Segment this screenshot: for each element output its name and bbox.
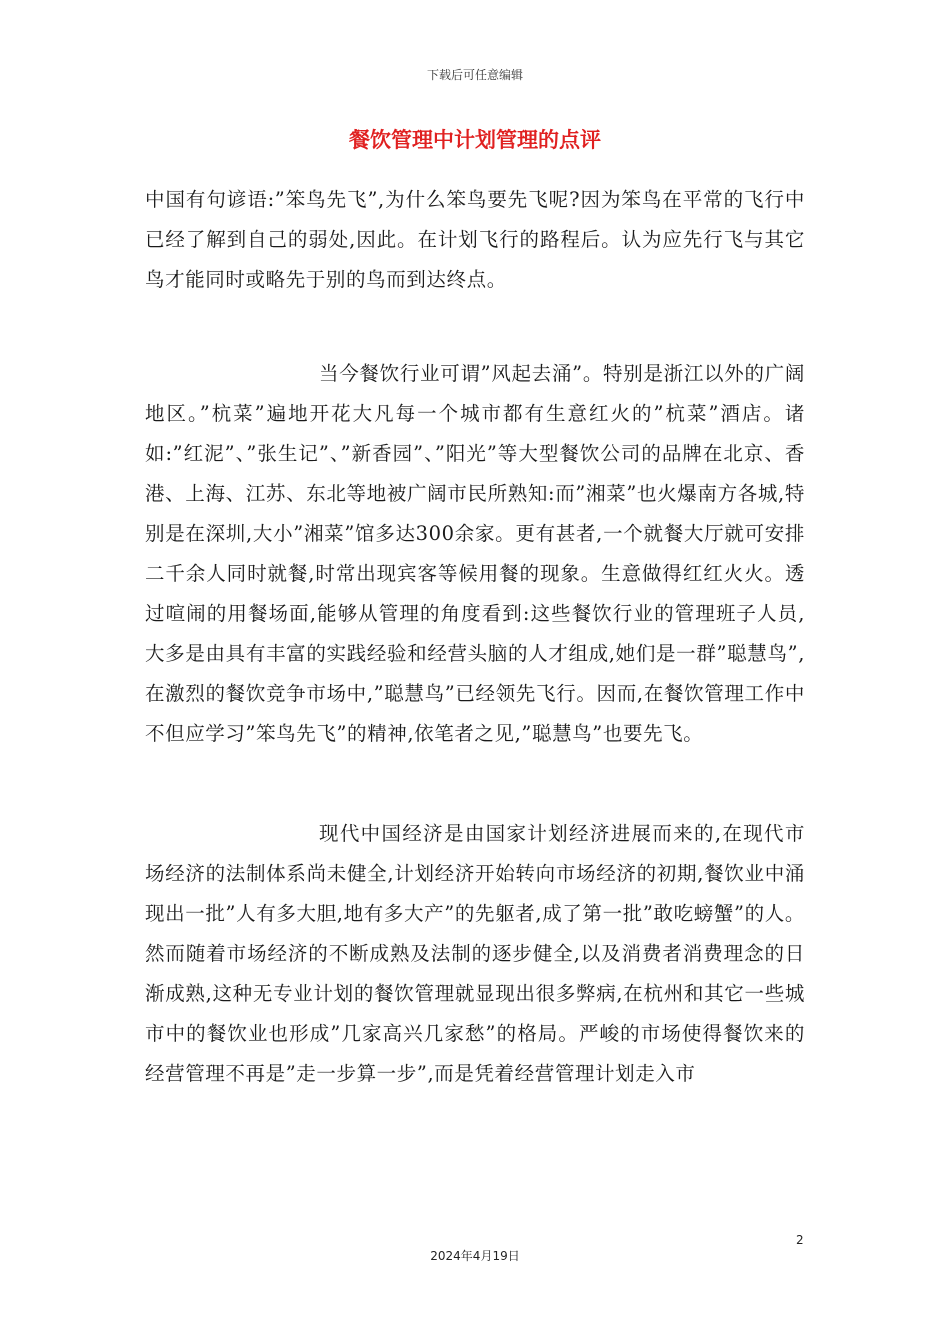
header-note: 下载后可任意编辑 [426,68,523,82]
paragraph-spacer [145,300,805,354]
paragraph-1: 中国有句谚语:”笨鸟先飞”,为什么笨鸟要先飞呢?因为笨鸟在平常的飞行中已经了解到自己的弱处,因此。在计划飞行的路程后。认为应先行飞与其它鸟才能同时或略先于别的鸟而到达终点。 [145,188,805,291]
paragraph-2: 当今餐饮行业可谓”风起去涌”。特别是浙江以外的广阔地区。”杭菜”遍地开花大凡每一个城市都有生意红火的”杭菜”酒店。诸如:”红泥”、”张生记”、”新香园”、”阳光”等大型餐饮公司的品牌在北京、香港、上海、江苏、东北等地被广阔市民所熟知:而”湘菜”也火爆南方各城,特别是在深圳,大小”湘菜”馆多达300余家。更有甚者,一个就餐大厅就可安排二千余人同时就餐,时常出现宾客等候用餐的现象。生意做得红红火火。透过喧闹的用餐场面,能够从管理的角度看到:这些餐饮行业的管理班子人员,大多是由具有丰富的实践经验和经营头脑的人才组成,她们是一群”聪慧鸟”,在激烈的餐饮竞争市场中,”聪慧鸟”已经领先飞行。因而,在餐饮管理工作中不但应学习”笨鸟先飞”的精神,依笔者之见,”聪慧鸟”也要先飞。 [145,362,805,745]
paragraph-3: 现代中国经济是由国家计划经济进展而来的,在现代市场经济的法制体系尚未健全,计划经济开始转向市场经济的初期,餐饮业中涌现出一批”人有多大胆,地有多大产”的先躯者,成了第一批”敢吃螃蟹”的人。然而随着市场经济的不断成熟及法制的逐步健全,以及消费者消费理念的日渐成熟,这种无专业计划的餐饮管理就显现出很多弊病,在杭州和其它一些城市中的餐饮业也形成”几家高兴几家愁”的格局。严峻的市场使得餐饮来的经营管理不再是”走一步算一步”,而是凭着经营管理计划走入市 [145,822,805,1085]
page-number: 2 [796,1233,804,1247]
document-title: 餐饮管理中计划管理的点评 [349,128,601,152]
document-body [145,180,805,1094]
paragraph-spacer [145,754,805,814]
footer-date: 2024年4月19日 [430,1249,520,1263]
